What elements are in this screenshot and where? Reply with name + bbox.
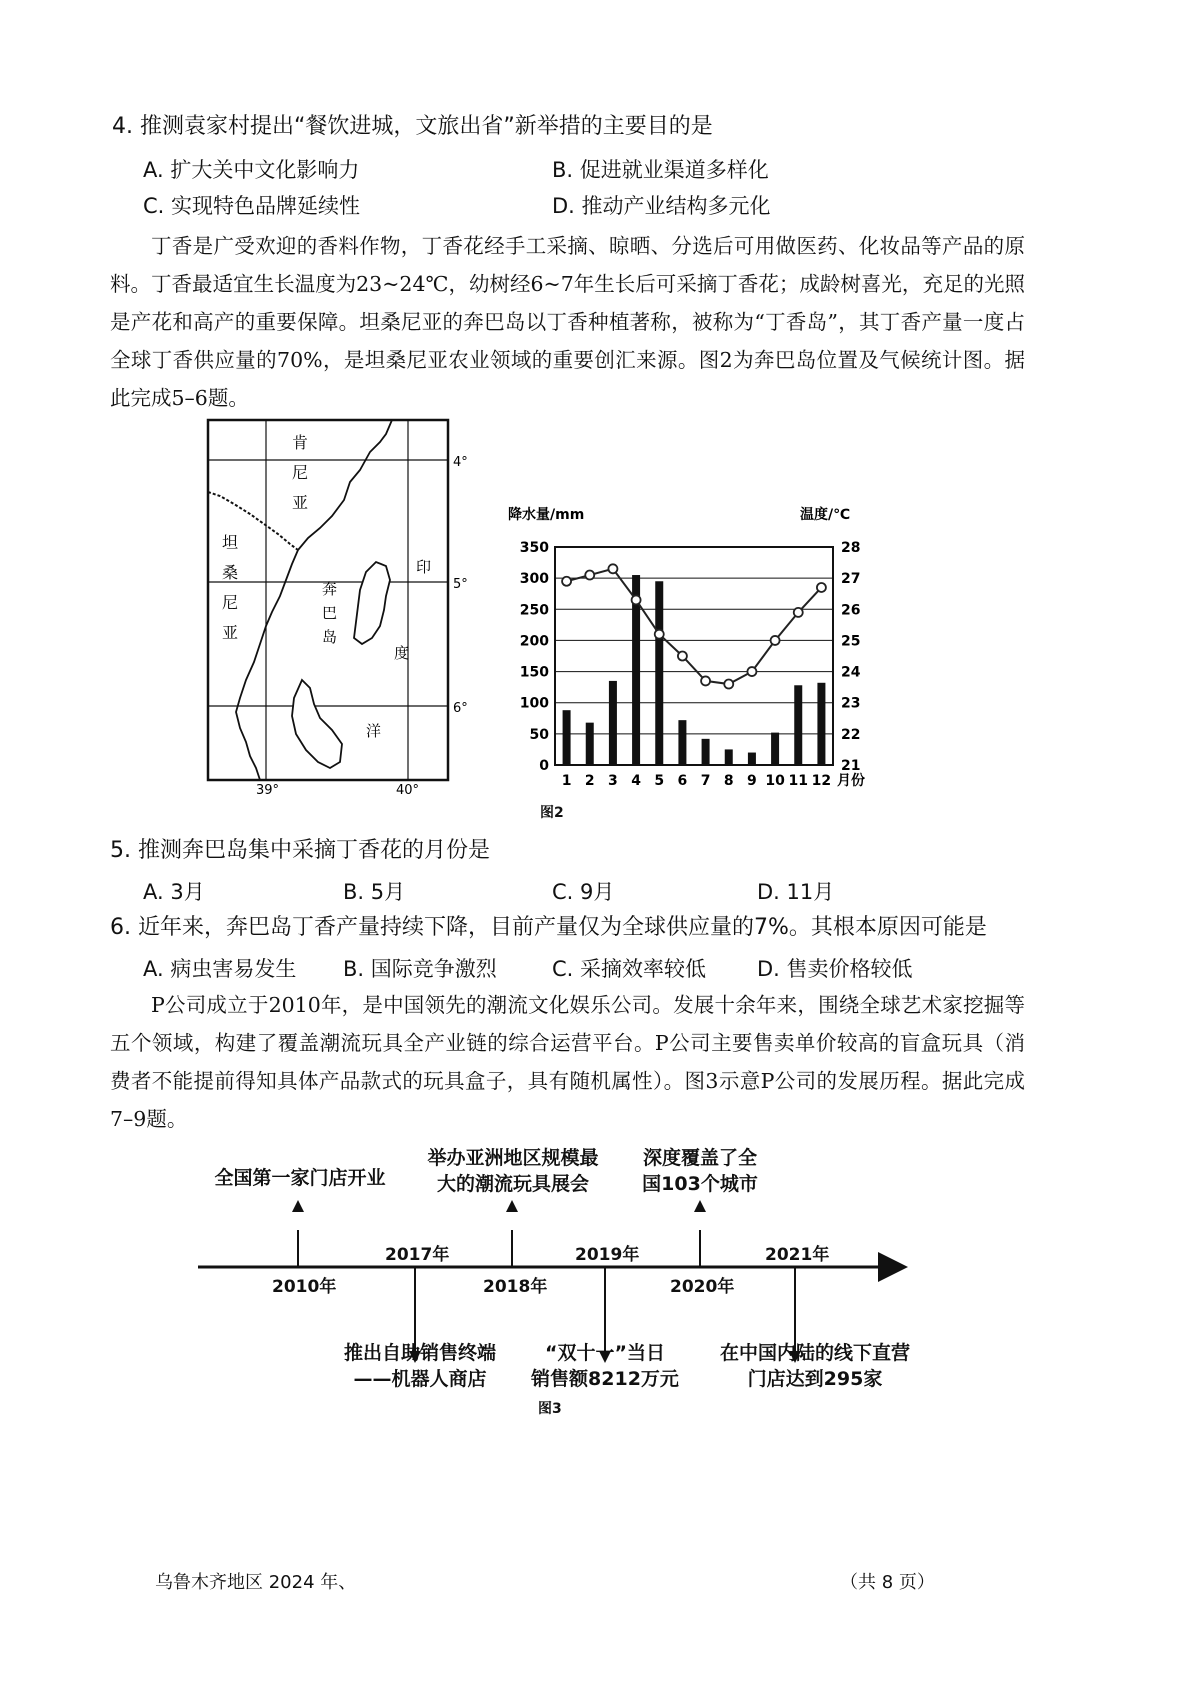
x-tick-label: 1 [561, 773, 572, 789]
pemba-char-1: 奔 [322, 580, 338, 598]
arrowhead-2018 [506, 1200, 518, 1212]
kenya-char-1: 肯 [292, 433, 309, 452]
temperature-point [701, 676, 710, 685]
event-2010 [205, 1165, 395, 1191]
event-2021-line-2: 门店达到295家 [747, 1368, 883, 1390]
y2-tick-label: 21 [841, 758, 861, 774]
year-2010: 2010年 [272, 1277, 337, 1297]
y1-tick-label: 100 [519, 695, 549, 712]
passage-company-text: P公司成立于2010年，是中国领先的潮流文化娱乐公司。发展十余年来，围绕全球艺术家挖掘等五个领域，构建了覆盖潮流玩具全产业链的综合运营平台。P公司主要售卖单价较高的盲盒玩具（消费者不能提前得知具体产品款式的玩具盒子，具有随机属性）。图3示意P公司的发展历程。据此完成7–9题。 [110, 993, 1025, 1131]
y1-tick-label: 150 [519, 664, 549, 681]
pemba-char-3: 岛 [322, 628, 338, 646]
q6-option-a: A. 病虫害易发生 [143, 957, 297, 981]
y2-tick-label: 27 [841, 571, 861, 588]
arrowhead-2010 [292, 1200, 304, 1212]
event-2019 [520, 1340, 690, 1392]
precipitation-bar [702, 739, 710, 765]
event-2018-line-1: 举办亚洲地区规模最 [427, 1147, 599, 1169]
q6-option-b: B. 国际竞争激烈 [343, 957, 497, 981]
event-2020-line-1: 深度覆盖了全 [642, 1147, 757, 1169]
y1-tick-label: 200 [519, 633, 549, 650]
event-2018 [408, 1145, 618, 1197]
y2-tick-label: 28 [841, 540, 861, 556]
temperature-point [747, 667, 756, 676]
year-2020: 2020年 [670, 1277, 735, 1297]
temperature-point [562, 577, 571, 586]
plot-frame [555, 547, 833, 765]
y1-axis-label: 降水量/mm [508, 507, 585, 523]
precipitation-bar [817, 683, 825, 765]
temperature-point [608, 564, 617, 573]
climate-chart [500, 495, 890, 825]
year-2018: 2018年 [483, 1277, 548, 1297]
y1-tick-label: 300 [519, 571, 549, 588]
precipitation-bar [794, 685, 802, 765]
y1-tick-label: 350 [519, 540, 549, 556]
precipitation-bar [609, 681, 617, 765]
y2-tick-label: 22 [841, 726, 861, 743]
event-2021 [700, 1340, 930, 1392]
y2-axis-label: 温度/℃ [800, 507, 851, 523]
lat-label-5: 5° [453, 577, 468, 592]
precipitation-bar [678, 720, 686, 765]
q6-option-c: C. 采摘效率较低 [552, 957, 707, 981]
pemba-location-map [200, 412, 490, 802]
lon-label-39: 39° [256, 783, 280, 798]
precipitation-bar [725, 749, 733, 765]
footer-right: （共 8 页） [840, 1572, 935, 1593]
pemba-char-2: 巴 [322, 604, 338, 622]
q6-option-d: D. 售卖价格较低 [757, 957, 913, 981]
precipitation-bar [771, 733, 779, 765]
kenya-char-3: 亚 [292, 493, 309, 512]
y2-tick-label: 25 [841, 633, 861, 650]
passage-clove-text: 丁香是广受欢迎的香料作物，丁香花经手工采摘、晾晒、分选后可用做医药、化妆品等产品的原料。丁香最适宜生长温度为23~24℃，幼树经6~7年生长后可采摘丁香花；成龄树喜光，充足的光照是产花和高产的重要保障。坦桑尼亚的奔巴岛以丁香种植著称，被称为“丁香岛”，其丁香产量一度占全球丁香供应量的70%，是坦桑尼亚农业领域的重要创汇来源。图2为奔巴岛位置及气候统计图。据此完成5–6题。 [110, 234, 1025, 410]
x-tick-label: 2 [584, 773, 595, 789]
temperature-line [562, 564, 826, 688]
passage-company [110, 986, 1025, 1138]
event-2020 [620, 1145, 780, 1197]
precipitation-bars [563, 575, 826, 765]
x-tick-label: 12 [811, 773, 832, 789]
timeline-up-arrowheads [190, 1190, 920, 1240]
pemba-island [354, 562, 390, 644]
q5-option-b: B. 5月 [343, 880, 406, 904]
x-tick-label: 7 [700, 773, 711, 789]
arrowhead-2020 [694, 1200, 706, 1212]
temperature-point [771, 636, 780, 645]
y1-tick-label: 0 [539, 758, 549, 774]
ocean-char-1: 印 [416, 558, 432, 576]
event-2021-line-1: 在中国内陆的线下直营 [719, 1342, 910, 1364]
fig2-caption: 图2 [540, 805, 564, 821]
temperature-point [724, 680, 733, 689]
temperature-point [585, 571, 594, 580]
event-2020-line-2: 国103个城市 [642, 1173, 758, 1195]
y1-tick-label: 50 [529, 726, 549, 743]
year-2021: 2021年 [765, 1245, 830, 1265]
precipitation-bar [748, 753, 756, 765]
q4-option-c: C. 实现特色品牌延续性 [143, 194, 361, 218]
temperature-point [817, 583, 826, 592]
x-tick-label: 8 [723, 773, 734, 789]
tanzania-char-3: 尼 [222, 593, 239, 612]
q5-option-d: D. 11月 [757, 880, 835, 904]
kenya-char-2: 尼 [292, 463, 309, 482]
q5-stem: 5. 推测奔巴岛集中采摘丁香花的月份是 [110, 838, 490, 863]
y2-tick-label: 26 [841, 602, 861, 619]
temperature-point [678, 652, 687, 661]
x-tick-label: 3 [608, 773, 618, 789]
zanzibar-island [292, 680, 342, 768]
event-2010-line-1: 全国第一家门店开业 [214, 1167, 386, 1189]
event-2017-line-2: ——机器人商店 [353, 1368, 487, 1390]
event-2019-line-2: 销售额8212万元 [531, 1368, 679, 1390]
temperature-point [655, 630, 664, 639]
q5-option-a: A. 3月 [143, 880, 205, 904]
x-tick-label: 11 [788, 773, 808, 789]
lat-label-4: 4° [453, 455, 468, 470]
event-2017 [320, 1340, 520, 1392]
y2-tick-label: 24 [841, 664, 861, 681]
tanzania-char-1: 坦 [222, 533, 239, 552]
q4-stem: 4. 推测袁家村提出“餐饮进城，文旅出省”新举措的主要目的是 [112, 114, 713, 139]
x-axis-label: 月份 [837, 773, 865, 789]
q4-option-b: B. 促进就业渠道多样化 [552, 158, 769, 182]
tanzania-char-2: 桑 [222, 563, 239, 582]
q6-stem: 6. 近年来，奔巴岛丁香产量持续下降，目前产量仅为全球供应量的7%。其根本原因可能是 [110, 915, 987, 940]
temperature-polyline [567, 569, 822, 684]
x-tick-label: 5 [654, 773, 665, 789]
footer-left: 乌鲁木齐地区 2024 年、 [155, 1572, 357, 1593]
event-2017-line-1: 推出自助销售终端 [343, 1342, 496, 1364]
x-tick-label: 9 [747, 773, 757, 789]
year-2017: 2017年 [385, 1245, 450, 1265]
x-tick-label: 4 [631, 773, 641, 789]
ocean-char-2: 度 [394, 644, 410, 662]
q4-option-d: D. 推动产业结构多元化 [552, 194, 771, 218]
y2-tick-label: 23 [841, 695, 861, 712]
lat-label-6: 6° [453, 701, 468, 716]
x-tick-label: 10 [765, 773, 785, 789]
year-2019: 2019年 [575, 1245, 640, 1265]
ocean-char-3: 洋 [366, 722, 382, 740]
temperature-point [632, 595, 641, 604]
q5-option-c: C. 9月 [552, 880, 615, 904]
q4-option-a: A. 扩大关中文化影响力 [143, 158, 360, 182]
tanzania-char-4: 亚 [222, 623, 239, 642]
precipitation-bar [655, 581, 663, 765]
temperature-point [794, 608, 803, 617]
precipitation-bar [563, 710, 571, 765]
lon-label-40: 40° [396, 783, 420, 798]
precipitation-bar [586, 723, 594, 765]
chart-gridlines [555, 578, 833, 734]
fig3-caption: 图3 [538, 1401, 562, 1417]
event-2018-line-2: 大的潮流玩具展会 [436, 1173, 589, 1195]
y1-tick-label: 250 [519, 602, 549, 619]
passage-clove [110, 227, 1025, 417]
x-tick-label: 6 [677, 773, 688, 789]
event-2019-line-1: “双十一”当日 [545, 1342, 665, 1364]
